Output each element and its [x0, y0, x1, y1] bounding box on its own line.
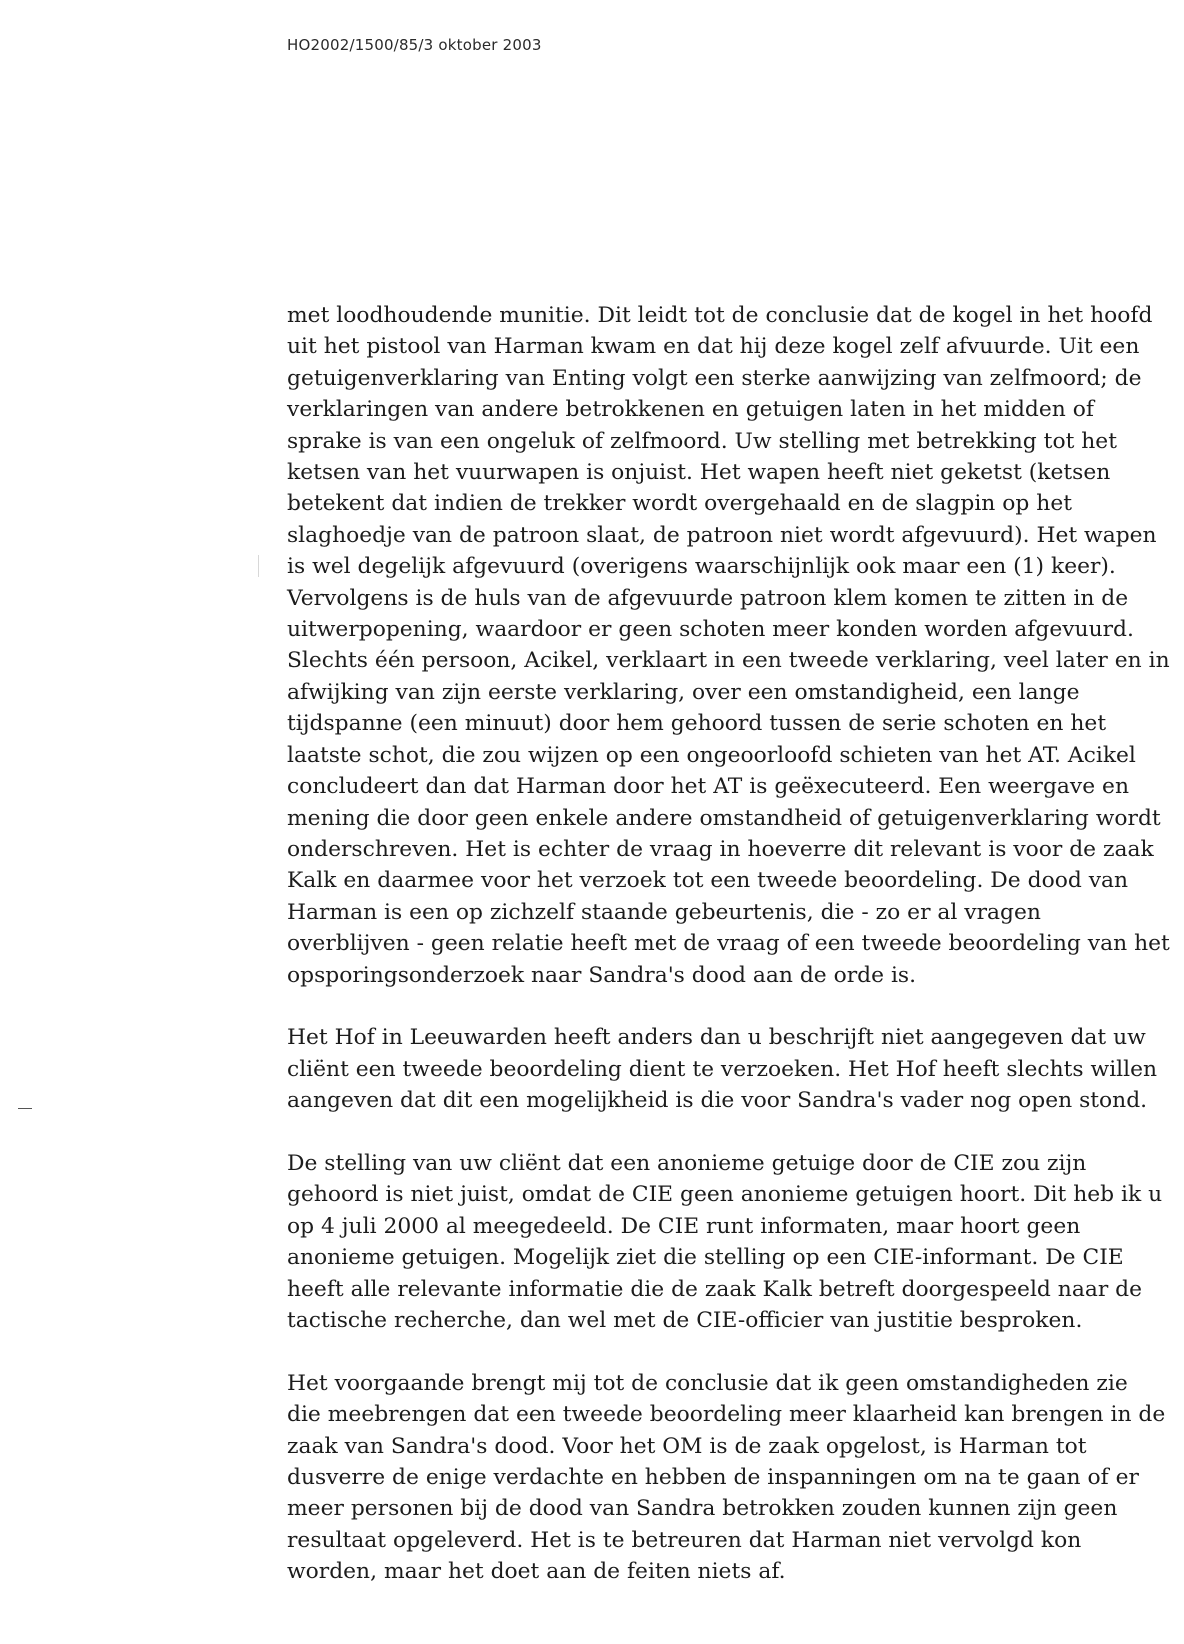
text-line: Het voorgaande brengt mij tot de conclusie dat ik geen omstandigheden zie [287, 1370, 1128, 1396]
text-line: ketsen van het vuurwapen is onjuist. Het wapen heeft niet geketst (ketsen [287, 460, 1111, 486]
scan-artifact [258, 555, 259, 577]
text-line: uitwerpopening, waardoor er geen schoten meer konden worden afgevuurd. [287, 617, 1134, 643]
paragraph-1 [287, 300, 1170, 991]
text-line: gehoord is niet juist, omdat de CIE geen anonieme getuigen hoort. Dit heb ik u [287, 1182, 1163, 1208]
text-line: Vervolgens is de huls van de afgevuurde patroon klem komen te zitten in de [287, 585, 1129, 611]
text-line: zaak van Sandra's dood. Voor het OM is de zaak opgelost, is Harman tot [287, 1433, 1087, 1459]
margin-mark [18, 1108, 32, 1109]
text-line: Kalk en daarmee voor het verzoek tot een tweede beoordeling. De dood van [287, 868, 1129, 894]
text-line: Slechts één persoon, Acikel, verklaart in een tweede verklaring, veel later en in [287, 648, 1170, 674]
document-reference: HO2002/1500/85/3 oktober 2003 [287, 36, 542, 54]
text-line: Het Hof in Leeuwarden heeft anders dan u beschrijft niet aangegeven dat uw [287, 1025, 1146, 1051]
text-line: tijdspanne (een minuut) door hem gehoord tussen de serie schoten en het [287, 711, 1107, 737]
text-line: heeft alle relevante informatie die de zaak Kalk betreft doorgespeeld naar de [287, 1276, 1143, 1302]
paragraph-4 [287, 1368, 1166, 1588]
paragraph-3 [287, 1148, 1163, 1336]
text-line: met loodhoudende munitie. Dit leidt tot de conclusie dat de kogel in het hoofd [287, 303, 1153, 328]
text-line: slaghoedje van de patroon slaat, de patroon niet wordt afgevuurd). Het wapen [287, 522, 1157, 548]
text-line: overblijven - geen relatie heeft met de vraag of een tweede beoordeling van het [287, 931, 1170, 957]
text-line: worden, maar het doet aan de feiten niets af. [287, 1559, 786, 1585]
text-line: betekent dat indien de trekker wordt overgehaald en de slagpin op het [287, 491, 1072, 517]
text-line: De stelling van uw cliënt dat een anonieme getuige door de CIE zou zijn [287, 1150, 1087, 1176]
text-line: cliënt een tweede beoordeling dient te verzoeken. Het Hof heeft slechts willen [287, 1056, 1158, 1082]
text-line: tactische recherche, dan wel met de CIE-officier van justitie besproken. [287, 1307, 1083, 1333]
text-line: opsporingsonderzoek naar Sandra's dood aan de orde is. [287, 962, 917, 988]
text-line: anonieme getuigen. Mogelijk ziet die stelling op een CIE-informant. De CIE [287, 1245, 1124, 1271]
text-line: meer personen bij de dood van Sandra betrokken zouden kunnen zijn geen [287, 1496, 1118, 1522]
text-line: laatste schot, die zou wijzen op een ongeoorloofd schieten van het AT. Acikel [287, 742, 1136, 768]
text-line: op 4 juli 2000 al meegedeeld. De CIE runt informaten, maar hoort geen [287, 1213, 1081, 1239]
text-line: dusverre de enige verdachte en hebben de inspanningen om na te gaan of er [287, 1464, 1139, 1490]
letter-body [287, 300, 1170, 1588]
text-line: getuigenverklaring van Enting volgt een sterke aanwijzing van zelfmoord; de [287, 365, 1142, 391]
text-line: onderschreven. Het is echter de vraag in hoeverre dit relevant is voor de zaak [287, 836, 1154, 862]
text-line: verklaringen van andere betrokkenen en getuigen laten in het midden of [287, 397, 1094, 423]
text-line: resultaat opgeleverd. Het is te betreuren dat Harman niet vervolgd kon [287, 1527, 1082, 1553]
text-line: die meebrengen dat een tweede beoordeling meer klaarheid kan brengen in de [287, 1402, 1166, 1428]
text-line: sprake is van een ongeluk of zelfmoord. Uw stelling met betrekking tot het [287, 428, 1117, 454]
text-line: afwijking van zijn eerste verklaring, over een omstandigheid, een lange [287, 679, 1080, 705]
text-line: Harman is een op zichzelf staande gebeurtenis, die - zo er al vragen [287, 899, 1041, 925]
text-line: aangeven dat dit een mogelijkheid is die voor Sandra's vader nog open stond. [287, 1088, 1148, 1114]
text-line: concludeert dan dat Harman door het AT is geëxecuteerd. Een weergave en [287, 774, 1129, 800]
text-line: is wel degelijk afgevuurd (overigens waarschijnlijk ook maar een (1) keer). [287, 554, 1116, 580]
text-line: uit het pistool van Harman kwam en dat hij deze kogel zelf afvuurde. Uit een [287, 334, 1140, 360]
text-line: mening die door geen enkele andere omstandheid of getuigenverklaring wordt [287, 805, 1161, 831]
paragraph-2 [287, 1022, 1157, 1116]
